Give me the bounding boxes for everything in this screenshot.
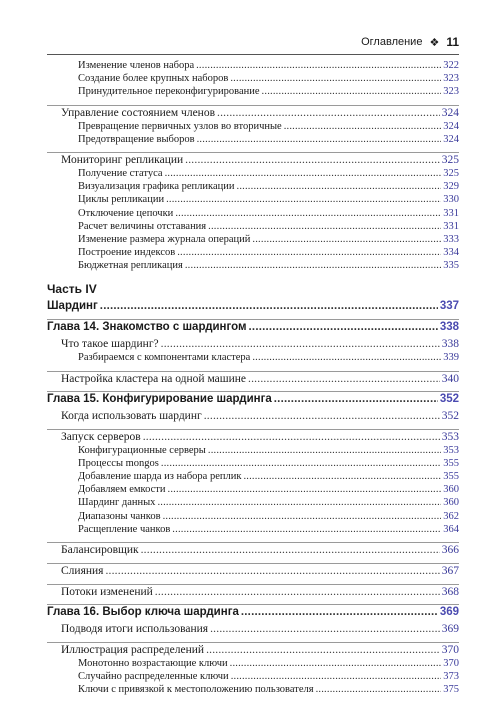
entry-title: Изменение размера журнала операций bbox=[78, 233, 251, 245]
toc-subsection-entry bbox=[47, 496, 459, 509]
entry-page-number: 340 bbox=[441, 372, 459, 385]
entry-title: Ключи с привязкой к местоположению пользователя bbox=[78, 684, 314, 696]
toc-subsection-entry bbox=[47, 510, 459, 523]
dot-leader bbox=[141, 543, 440, 557]
entry-page-number: 367 bbox=[441, 564, 459, 577]
toc-section-entry bbox=[47, 371, 459, 386]
dot-leader bbox=[105, 564, 439, 578]
entry-page-number: 355 bbox=[443, 457, 459, 469]
toc-subsection-entry bbox=[47, 207, 459, 220]
toc-subsection-entry bbox=[47, 470, 459, 483]
entry-page-number: 369 bbox=[439, 605, 459, 618]
entry-title: Бюджетная репликация bbox=[78, 260, 183, 272]
dot-leader bbox=[243, 470, 441, 483]
entry-title: Процессы mongos bbox=[78, 457, 159, 469]
entry-page-number: 360 bbox=[443, 497, 459, 509]
entry-title: Иллюстрация распределений bbox=[61, 643, 205, 656]
dot-leader bbox=[252, 233, 441, 246]
toc-subsection-entry bbox=[47, 246, 459, 259]
part-label-text: Часть IV bbox=[47, 282, 97, 297]
toc-subsection-entry bbox=[47, 457, 459, 470]
toc-subsection-entry bbox=[47, 259, 459, 272]
entry-page-number: 352 bbox=[441, 409, 459, 422]
entry-title: Шардинг данных bbox=[78, 497, 156, 509]
entry-title: Монотонно возрастающие ключи bbox=[78, 657, 228, 669]
entry-page-number: 352 bbox=[439, 392, 459, 405]
entry-page-number: 353 bbox=[443, 444, 459, 456]
dot-leader bbox=[262, 85, 442, 98]
dot-leader bbox=[161, 337, 440, 351]
toc-chapter-entry bbox=[47, 391, 459, 407]
toc-section-entry bbox=[47, 429, 459, 444]
header-section-title: Оглавление bbox=[361, 36, 423, 48]
entry-page-number: 368 bbox=[441, 585, 459, 598]
entry-title: Расщепление чанков bbox=[78, 523, 171, 535]
dot-leader bbox=[157, 496, 441, 509]
entry-page-number: 362 bbox=[443, 510, 459, 522]
dot-leader bbox=[217, 106, 440, 120]
page-number: 11 bbox=[446, 35, 459, 49]
dot-leader bbox=[172, 523, 441, 536]
toc-subsection-entry bbox=[47, 233, 459, 246]
entry-page-number: 337 bbox=[439, 300, 459, 313]
entry-title: Разбираемся с компонентами кластера bbox=[78, 352, 251, 364]
toc-section-entry bbox=[47, 563, 459, 578]
entry-title: Добавление шарда из набора реплик bbox=[78, 471, 242, 482]
dot-leader bbox=[210, 622, 440, 636]
entry-title: Предотвращение выборов bbox=[78, 133, 195, 145]
entry-title: Циклы репликации bbox=[78, 194, 165, 206]
entry-page-number: 324 bbox=[443, 120, 459, 132]
dot-leader bbox=[206, 643, 440, 657]
entry-page-number: 353 bbox=[441, 430, 459, 443]
dot-leader bbox=[177, 246, 441, 259]
toc-subsection-entry bbox=[47, 523, 459, 536]
entry-title: Глава 14. Знакомство с шардингом bbox=[47, 321, 247, 334]
entry-title: Добавляем емкости bbox=[78, 484, 166, 496]
dot-leader bbox=[100, 299, 438, 314]
fleuron-icon: ❖ bbox=[429, 36, 440, 49]
toc-subsection-entry bbox=[47, 72, 459, 85]
dot-leader bbox=[237, 180, 442, 193]
entry-title: Расчет величины отставания bbox=[78, 220, 207, 232]
entry-title: Визуализация графика репликации bbox=[78, 181, 235, 193]
entry-title: Глава 15. Конфигурирование шардинга bbox=[47, 392, 272, 405]
dot-leader bbox=[316, 683, 442, 696]
entry-page-number: 322 bbox=[443, 60, 459, 71]
entry-page-number: 323 bbox=[443, 86, 459, 98]
dot-leader bbox=[231, 670, 442, 683]
toc-section-entry bbox=[47, 409, 459, 423]
toc-section-entry bbox=[47, 337, 459, 351]
entry-page-number: 369 bbox=[441, 622, 459, 635]
entry-title: Диапазоны чанков bbox=[78, 510, 161, 522]
entry-page-number: 334 bbox=[443, 247, 459, 259]
toc-section-entry bbox=[47, 642, 459, 657]
entry-title: Случайно распределенные ключи bbox=[78, 671, 229, 683]
entry-title: Изменение членов набора bbox=[78, 60, 195, 71]
dot-leader bbox=[155, 585, 440, 599]
entry-title: Конфигурационные серверы bbox=[78, 444, 206, 456]
dot-leader bbox=[175, 207, 441, 220]
toc-subsection-entry bbox=[47, 193, 459, 206]
dot-leader bbox=[166, 193, 441, 206]
entry-title: Построение индексов bbox=[78, 247, 176, 259]
toc-subsection-entry bbox=[47, 444, 459, 457]
dot-leader bbox=[143, 430, 440, 444]
toc-section-entry bbox=[47, 542, 459, 557]
toc-subsection-entry bbox=[47, 59, 459, 72]
entry-page-number: 370 bbox=[443, 657, 459, 669]
dot-leader bbox=[197, 133, 442, 146]
dot-leader bbox=[204, 409, 440, 423]
entry-title: Превращение первичных узлов во вторичные bbox=[78, 120, 282, 132]
entry-title: Мониторинг репликации bbox=[61, 153, 184, 166]
toc-subsection-entry bbox=[47, 683, 459, 696]
dot-leader bbox=[230, 72, 441, 85]
entry-title: Подводя итоги использования bbox=[61, 622, 209, 635]
dot-leader bbox=[161, 457, 441, 470]
entry-title: Создание более крупных наборов bbox=[78, 73, 229, 85]
toc-chapter-entry bbox=[47, 604, 459, 620]
entry-page-number: 330 bbox=[443, 194, 459, 206]
dot-leader bbox=[249, 320, 438, 335]
dot-leader bbox=[208, 444, 441, 457]
entry-page-number: 373 bbox=[443, 671, 459, 683]
entry-page-number: 331 bbox=[443, 220, 459, 232]
entry-title: Балансировщик bbox=[61, 543, 139, 556]
dot-leader bbox=[163, 510, 442, 523]
toc-subsection-entry bbox=[47, 657, 459, 670]
dot-leader bbox=[196, 59, 441, 72]
running-header bbox=[47, 32, 459, 52]
entry-title: Управление состоянием членов bbox=[61, 106, 216, 119]
toc-subsection-entry bbox=[47, 483, 459, 496]
table-of-contents bbox=[47, 59, 459, 697]
entry-page-number: 331 bbox=[443, 207, 459, 219]
toc-section-entry bbox=[47, 584, 459, 599]
entry-page-number: 375 bbox=[443, 684, 459, 696]
entry-title: Запуск серверов bbox=[61, 430, 141, 443]
toc-chapter-entry bbox=[47, 299, 459, 314]
entry-page-number: 335 bbox=[443, 260, 459, 272]
entry-title: Шардинг bbox=[47, 300, 98, 313]
dot-leader bbox=[248, 372, 440, 386]
part-label bbox=[47, 281, 459, 297]
toc-subsection-entry bbox=[47, 351, 459, 364]
toc-section-entry bbox=[47, 152, 459, 167]
toc-subsection-entry bbox=[47, 133, 459, 146]
toc-section-entry bbox=[47, 105, 459, 120]
entry-page-number: 324 bbox=[443, 133, 459, 145]
dot-leader bbox=[241, 605, 438, 620]
entry-page-number: 360 bbox=[443, 484, 459, 496]
entry-title: Настройка кластера на одной машине bbox=[61, 372, 247, 385]
entry-title: Глава 16. Выбор ключа шардинга bbox=[47, 605, 239, 618]
toc-subsection-entry bbox=[47, 120, 459, 133]
entry-title: Получение статуса bbox=[78, 167, 163, 179]
toc-section-entry bbox=[47, 622, 459, 636]
dot-leader bbox=[208, 220, 441, 233]
dot-leader bbox=[252, 351, 441, 364]
entry-title: Когда использовать шардинг bbox=[61, 409, 202, 422]
dot-leader bbox=[185, 153, 440, 167]
entry-page-number: 324 bbox=[441, 106, 459, 119]
toc-subsection-entry bbox=[47, 220, 459, 233]
toc-chapter-entry bbox=[47, 319, 459, 335]
entry-page-number: 355 bbox=[443, 471, 459, 482]
dot-leader bbox=[165, 167, 442, 180]
dot-leader bbox=[168, 483, 442, 496]
entry-page-number: 364 bbox=[443, 523, 459, 535]
toc-subsection-entry bbox=[47, 670, 459, 683]
entry-page-number: 323 bbox=[443, 73, 459, 85]
entry-page-number: 329 bbox=[443, 181, 459, 193]
dot-leader bbox=[274, 392, 438, 407]
entry-page-number: 325 bbox=[443, 167, 459, 179]
dot-leader bbox=[284, 120, 442, 133]
entry-page-number: 370 bbox=[441, 643, 459, 656]
entry-page-number: 325 bbox=[441, 153, 459, 166]
entry-title: Принудительное переконфигурирование bbox=[78, 86, 260, 98]
dot-leader bbox=[185, 259, 441, 272]
entry-title: Потоки изменений bbox=[61, 585, 153, 598]
entry-page-number: 339 bbox=[443, 352, 459, 364]
entry-title: Что такое шардинг? bbox=[61, 338, 159, 351]
entry-page-number: 338 bbox=[439, 321, 459, 334]
toc-subsection-entry bbox=[47, 180, 459, 193]
dot-leader bbox=[230, 657, 442, 670]
entry-page-number: 366 bbox=[441, 543, 459, 556]
entry-page-number: 338 bbox=[441, 338, 459, 351]
entry-title: Отключение цепочки bbox=[78, 207, 174, 219]
entry-title: Слияния bbox=[61, 564, 104, 577]
toc-subsection-entry bbox=[47, 167, 459, 180]
toc-subsection-entry bbox=[47, 85, 459, 98]
header-rule bbox=[47, 54, 459, 55]
entry-page-number: 333 bbox=[443, 233, 459, 245]
